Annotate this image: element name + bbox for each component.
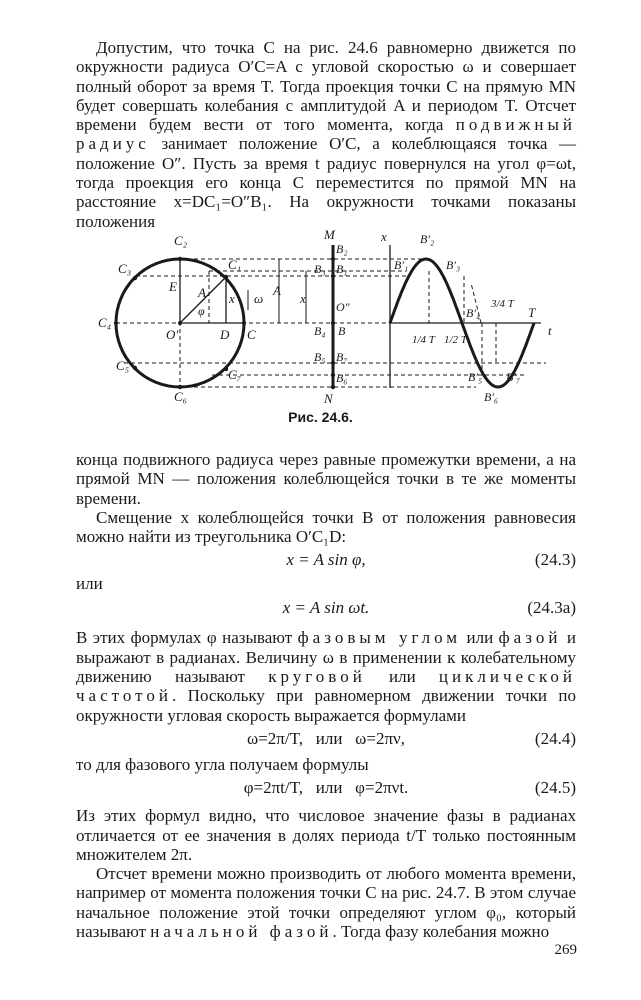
p7-b: . Тогда фазу колебания можно <box>332 922 550 942</box>
label-o-prime: O′ <box>166 327 179 342</box>
p7-s1: начальной фазой <box>150 922 333 942</box>
label-c7: C₇ <box>228 367 242 382</box>
label-o-dprime: O″ <box>336 300 350 314</box>
label-b3p: B′₃ <box>446 258 461 272</box>
label-quarter: 1/4 T <box>412 334 435 346</box>
label-half: 1/2 T <box>444 334 467 346</box>
label-c3: C₃ <box>118 261 132 276</box>
p4-e: . Поскольку при равномерном движении точки по окружности угловая скорость выражается формулами <box>76 686 576 725</box>
label-x-mid: x <box>300 291 306 306</box>
label-b6p: B′₆ <box>484 390 499 404</box>
paragraph-1 <box>76 38 576 231</box>
label-d: D <box>220 327 230 342</box>
p4-b: или <box>466 628 494 648</box>
text-bottom <box>76 450 576 941</box>
label-b5: B₅ <box>314 350 326 364</box>
label-c6: C₆ <box>174 389 188 404</box>
label-b1p: B′₁ <box>394 258 409 272</box>
label-b1: B₁ <box>336 262 348 276</box>
label-b4p: B′₄ <box>466 306 481 320</box>
or-word: или <box>76 574 103 594</box>
label-b2p: B′₂ <box>420 232 435 246</box>
label-c: C <box>247 327 256 342</box>
p4-s4: циклической частотой <box>76 667 577 706</box>
p4-c: и выражают в радианах. Величину ω в применении к колебательному движению называют <box>76 628 576 687</box>
paragraph-1-spaced: подвижный радиус <box>76 115 576 154</box>
label-b4: B₄ <box>314 324 326 338</box>
label-b: B <box>338 324 346 338</box>
label-b2: B₂ <box>336 242 348 256</box>
label-n: N <box>324 391 333 406</box>
label-c1: C₁ <box>228 257 242 272</box>
figure-caption: Рис. 24.6. <box>288 409 353 425</box>
paragraph-4 <box>76 628 576 724</box>
paragraph-5: то для фазового угла получаем формулы <box>76 754 369 774</box>
label-omega: ω <box>254 291 264 306</box>
equation-24-3-formula: x = A sin φ, <box>286 550 366 570</box>
equation-24-4 <box>76 725 576 753</box>
label-t: t <box>548 323 552 338</box>
equation-24-5 <box>76 774 576 802</box>
label-c4: C₄ <box>98 315 112 330</box>
equation-24-4-formula: ω=2π/T, или ω=2πν, <box>247 728 405 748</box>
label-c5: C₅ <box>116 358 130 373</box>
equation-24-5-number: (24.5) <box>534 778 576 798</box>
label-m: M <box>324 227 335 242</box>
paragraph-1-part-a: Допустим, что точка C на рис. 24.6 равномерно движется по окружности радиуса O′C=A с угловой скоростью ω и совершает полный оборот за время T. Тогда проекция точки C на прямую MN будет совершать колебания с амплитудой A и периодом T. Отсчет времени будем вести от того момента, когда <box>76 38 576 135</box>
equation-24-3a-number: (24.3а) <box>527 598 576 618</box>
p4-d: или <box>389 667 416 687</box>
p7-a: Отсчет времени можно производить от любого момента времени, например от момента положения точки C на рис. 24.7. В этом случае начальное положение этой точки определяют углом φ₀, который называют <box>76 864 576 942</box>
equation-24-3a <box>76 594 576 622</box>
p4-s1: фазовым углом <box>297 628 462 648</box>
equation-24-4-number: (24.4) <box>534 728 576 748</box>
label-x-small: x <box>229 291 235 306</box>
label-b5p: B′₅ <box>468 370 483 384</box>
text-top <box>76 38 576 231</box>
label-a: A <box>198 285 206 300</box>
label-b3: B₃ <box>314 262 326 276</box>
equation-24-5-formula: φ=2πt/T, или φ=2πνt. <box>243 778 409 798</box>
label-threequarter: 3/4 T <box>491 298 514 310</box>
paragraph-7 <box>76 864 576 941</box>
label-b7p: B′₇ <box>506 370 521 384</box>
label-e: E <box>169 279 177 294</box>
p4-s2: фазой <box>498 628 562 648</box>
paragraph-1-part-b: занимает положение O′C, а колеблющаяся точка — положение O″. Пусть за время t радиус повернулся на угол φ=ωt, тогда проекция его конца C переместится по прямой MN на расстояние x=DC₁=O″B₁. На окружности точками показаны положения <box>76 134 576 231</box>
equation-24-3 <box>76 546 576 574</box>
p4-s3: круговой <box>268 667 366 687</box>
label-a-mid: A <box>273 283 281 298</box>
label-b7: B₇ <box>336 350 348 364</box>
label-c2: C₂ <box>174 233 188 248</box>
equation-24-3a-formula: x = A sin ωt. <box>282 598 370 618</box>
label-x-axis: x <box>381 229 387 244</box>
label-b6: B₆ <box>336 371 348 385</box>
page-number: 269 <box>554 942 577 958</box>
p4-a: В этих формулах φ называют <box>76 628 293 648</box>
label-t-period: T <box>528 305 536 320</box>
paragraph-2: конца подвижного радиуса через равные промежутки времени, а на прямой MN — положения колеблющейся точки в те же моменты времени. <box>76 450 576 508</box>
figure-24-6 <box>76 223 576 413</box>
label-phi: φ <box>198 304 205 318</box>
paragraph-3: Смещение x колеблющейся точки B от положения равновесия можно найти из треугольника O′C₁D: <box>76 507 576 547</box>
paragraph-6: Из этих формул видно, что числовое значение фазы в радианах отличается от ее значения в долях периода t/T только постоянным множителем 2π. <box>76 806 576 864</box>
equation-24-3-number: (24.3) <box>534 550 576 570</box>
figure-drawing <box>76 223 576 413</box>
